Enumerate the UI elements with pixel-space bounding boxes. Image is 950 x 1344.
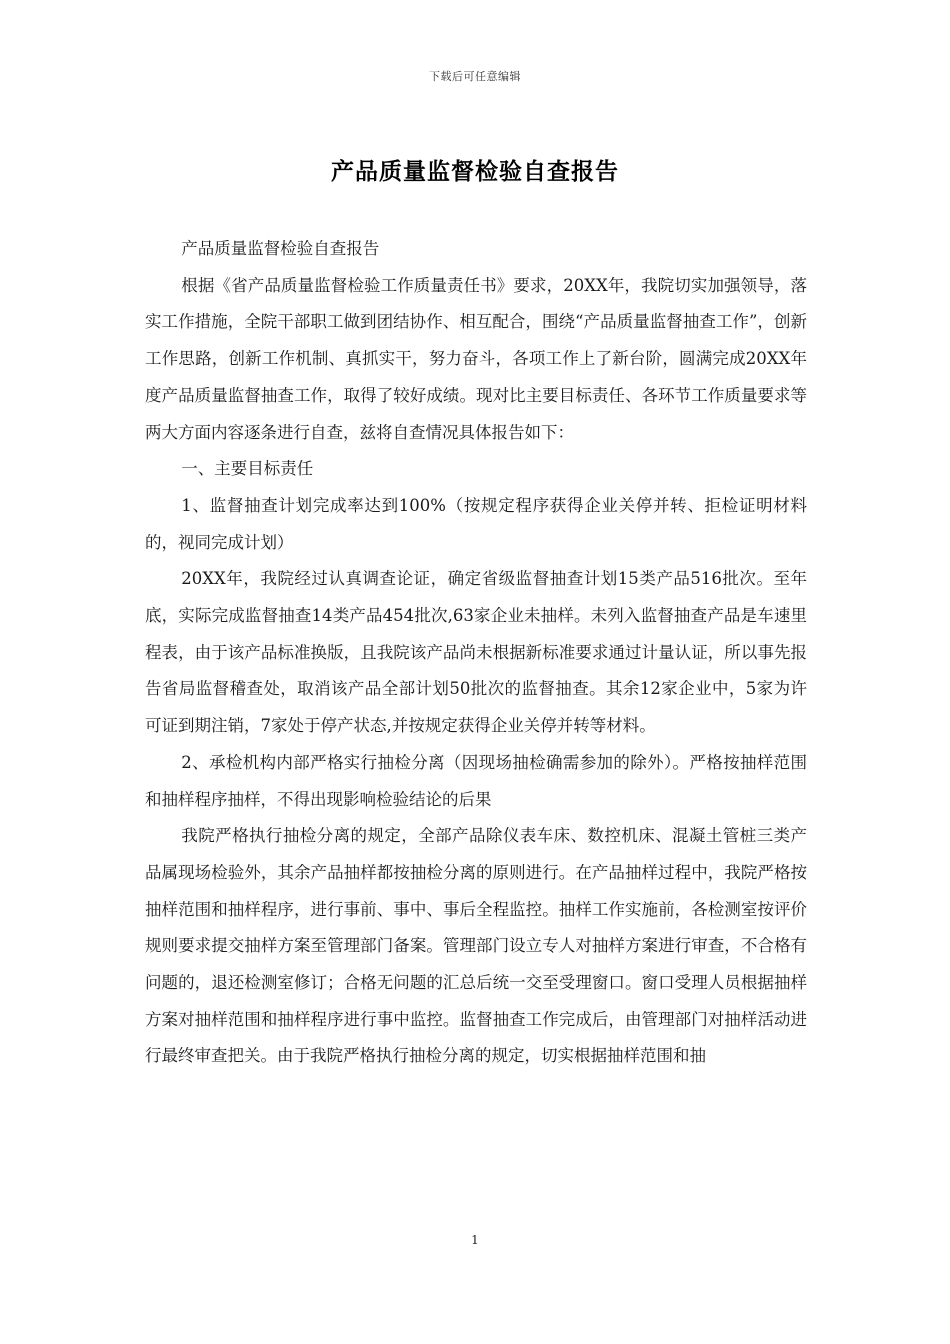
paragraph-subtitle: 产品质量监督检验自查报告 [181, 239, 380, 258]
paragraph-intro: 根据《省产品质量监督检验工作质量责任书》要求，20XX年，我院切实加强领导，落实工作措施，全院干部职工做到团结协作、相互配合，围绕“产品质量监督抽查工作”，创新工作思路，创新工作机制、真抓实干，努力奋斗，各项工作上了新台阶，圆满完成20XX年度产品质量监督抽查工作，取得了较好成绩。现对比主要目标责任、各环节工作质量要求等两大方面内容逐条进行自查，兹将自查情况具体报告如下： [145, 275, 807, 442]
section-heading-main-goals: 一、主要目标责任 [181, 459, 314, 479]
document-title: 产品质量监督检验自查报告 [331, 158, 619, 185]
paragraph-item-1-body: 20XX年，我院经过认真调查论证，确定省级监督抽查计划15类产品516批次。至年底，实际完成监督抽查14类产品454批次,63家企业未抽样。未列入监督抽查产品是车速里程表，由于该产品标准换版，且我院该产品尚未根据新标准要求通过计量认证，所以事先报告省局监督稽查处，取消该产品全部计划50批次的监督抽查。其余12家企业中，5家为许可证到期注销，7家处于停产状态,并按规定获得企业关停并转等材料。 [145, 569, 807, 736]
page-header-note: 下载后可任意编辑 [429, 70, 521, 83]
item-heading-2: 2、承检机构内部严格实行抽检分离（因现场抽检确需参加的除外）。严格按抽样范围和抽样程序抽样，不得出现影响检验结论的后果 [145, 752, 807, 809]
page-number: 1 [471, 1233, 479, 1247]
document-body [145, 231, 807, 1075]
paragraph-item-2-body: 我院严格执行抽检分离的规定，全部产品除仪表车床、数控机床、混凝土管桩三类产品属现场检验外，其余产品抽样都按抽检分离的原则进行。在产品抽样过程中，我院严格按抽样范围和抽样程序，进行事前、事中、事后全程监控。抽样工作实施前，各检测室按评价规则要求提交抽样方案至管理部门备案。管理部门设立专人对抽样方案进行审查，不合格有问题的，退还检测室修订；合格无问题的汇总后统一交至受理窗口。窗口受理人员根据抽样方案对抽样范围和抽样程序进行事中监控。监督抽查工作完成后，由管理部门对抽样活动进行最终审查把关。由于我院严格执行抽检分离的规定，切实根据抽样范围和抽 [145, 826, 807, 1066]
item-heading-1: 1、监督抽查计划完成率达到100%（按规定程序获得企业关停并转、拒检证明材料的，视同完成计划） [145, 495, 807, 552]
